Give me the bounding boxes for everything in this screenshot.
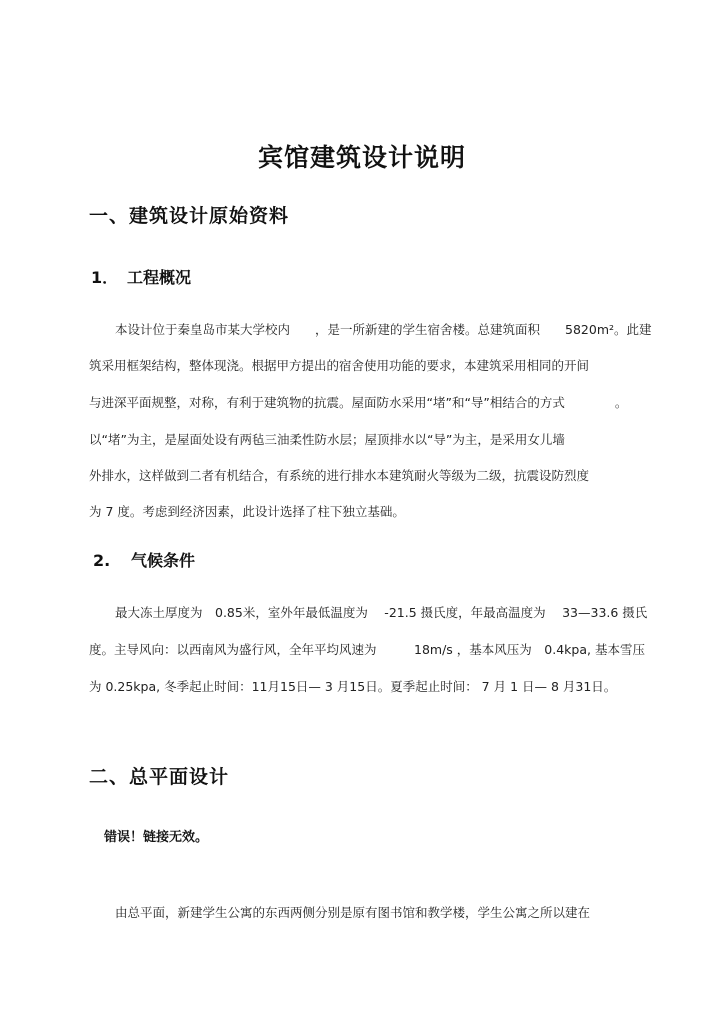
- subsection-heading-2: [93, 548, 195, 571]
- subsection-number: 1．: [91, 268, 119, 287]
- subsection-heading-1: [91, 265, 191, 288]
- section-heading-2: 二、总平面设计: [89, 766, 230, 788]
- paragraph-line: 外排水，这样做到二者有机结合，有系统的进行排水本建筑耐火等级为二级，抗震设防烈度: [89, 468, 590, 483]
- paragraph-line: 最大冻土厚度为 0.85米，室外年最低温度为 -21.5 摄氏度，年最高温度为 33—33.6 摄氏: [115, 605, 648, 620]
- subsection-number: 2.: [93, 551, 111, 570]
- paragraph-line: 度。主导风向：以西南风为盛行风，全年平均风速为 18m/s ，基本风压为 0.4kpa, 基本雪压: [89, 642, 645, 657]
- subsection-title: 气候条件: [131, 551, 196, 570]
- paragraph-line: 由总平面，新建学生公寓的东西两侧分别是原有图书馆和教学楼，学生公寓之所以建在: [115, 905, 591, 920]
- paragraph-line: 以“堵”为主，是屋面处设有两毡三油柔性防水层；屋顶排水以“导”为主，是采用女儿墙: [89, 432, 565, 447]
- paragraph-line: 与进深平面规整，对称，有利于建筑物的抗震。屋面防水采用“堵”和“导”相结合的方式 。: [89, 395, 628, 410]
- paragraph-line: 为 7 度。考虑到经济因素，此设计选择了柱下独立基础。: [89, 504, 405, 519]
- broken-link-notice: 错误！链接无效。: [104, 830, 209, 845]
- subsection-title: 工程概况: [127, 268, 192, 287]
- document-title: 宾馆建筑设计说明: [257, 143, 466, 172]
- paragraph-line: 为 0.25kpa, 冬季起止时间：11月15日— 3 月15日。夏季起止时间： 7 月 1 日— 8 月31日。: [89, 679, 617, 694]
- paragraph-line: 本设计位于秦皇岛市某大学校内 ，是一所新建的学生宿舍楼。总建筑面积 5820m²。此建: [115, 322, 652, 337]
- section-heading-1: 一、建筑设计原始资料: [89, 205, 290, 227]
- paragraph-line: 筑采用框架结构，整体现浇。根据甲方提出的宿舍使用功能的要求，本建筑采用相同的开间: [89, 358, 590, 373]
